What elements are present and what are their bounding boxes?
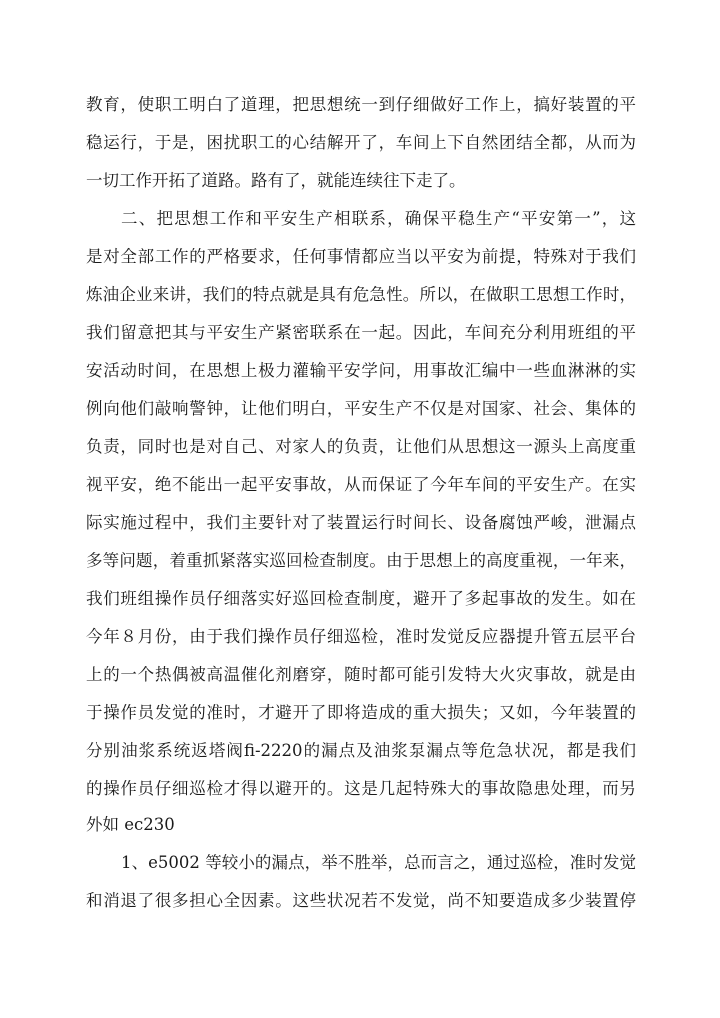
paragraph-2-line-1: 二、把思想工作和平安生产相联系，确保平稳生产“平安第一”，这 [121,209,636,228]
paragraph-line [0,774,720,804]
paragraph-2-line-7: 负责，同时也是对自己、对家人的负责，让他们从思想这一源头上高度重 [86,437,636,456]
paragraph-line [0,280,720,310]
paragraph-line [0,622,720,652]
paragraph-2-line-10: 多等问题，着重抓紧落实巡回检查制度。由于思想上的高度重视，一年来， [86,551,636,570]
paragraph-3-line-1: 1、e5002 等较小的漏点，举不胜举，总而言之，通过巡检，准时发觉 [121,853,636,872]
paragraph-2-line-11: 我们班组操作员仔细落实好巡回检查制度，避开了多起事故的发生。如在 [86,589,636,608]
paragraph-line [0,584,720,614]
paragraph-line [0,204,720,234]
paragraph-2-line-12: 今年８月份，由于我们操作员仔细巡检，准时发觉反应器提升管五层平台 [86,627,636,646]
paragraph-2-line-4: 我们留意把其与平安生产紧密联系在一起。因此，车间充分利用班组的平 [86,323,636,342]
paragraph-2-line-13: 上的一个热偶被高温催化剂磨穿，随时都可能引发特大火灾事故，就是由 [86,665,636,684]
paragraph-line [0,810,720,840]
paragraph-line [0,90,720,120]
paragraph-line [0,660,720,690]
paragraph-2-line-2: 是对全部工作的严格要求，任何事情都应当以平安为前提，特殊对于我们 [86,247,636,266]
paragraph-line [0,242,720,272]
paragraph-line [0,508,720,538]
paragraph-3-line-2: 和消退了很多担心全因素。这些状况若不发觉，尚不知要造成多少装置停 [86,891,636,910]
paragraph-line [0,886,720,916]
paragraph-2-line-5: 安活动时间，在思想上极力灌输平安学问，用事故汇编中一些血淋淋的实 [86,361,636,380]
paragraph-line [0,698,720,728]
paragraph-line [0,848,720,878]
paragraph-2-line-9: 际实施过程中，我们主要针对了装置运行时间长、设备腐蚀严峻，泄漏点 [86,513,636,532]
paragraph-line [0,546,720,576]
paragraph-line [0,128,720,158]
paragraph-line [0,318,720,348]
paragraph-2-line-8: 视平安，绝不能出一起平安事故，从而保证了今年车间的平安生产。在实 [86,475,636,494]
paragraph-line [0,356,720,386]
paragraph-2-line-15: 分别油浆系统返塔阀fi-2220的漏点及油浆泵漏点等危急状况，都是我们 [86,741,636,760]
paragraph-2-line-6: 例向他们敲响警钟，让他们明白，平安生产不仅是对国家、社会、集体的 [86,399,636,418]
paragraph-2-line-14: 于操作员发觉的准时，才避开了即将造成的重大损失；又如，今年装置的 [86,703,636,722]
paragraph-1-line-3: 一切工作开拓了道路。路有了，就能连续往下走了。 [86,171,466,190]
paragraph-line [0,736,720,766]
paragraph-1-line-1: 教育，使职工明白了道理，把思想统一到仔细做好工作上，搞好装置的平 [86,95,636,114]
paragraph-line [0,470,720,500]
paragraph-2-line-16: 的操作员仔细巡检才得以避开的。这是几起特殊大的事故隐患处理，而另 [86,779,636,798]
paragraph-2-line-17: 外如 ec230 [86,815,175,834]
paragraph-2-line-3: 炼油企业来讲，我们的特点就是具有危急性。所以，在做职工思想工作时， [86,285,636,304]
paragraph-line [0,166,720,196]
paragraph-line [0,432,720,462]
paragraph-1-line-2: 稳运行，于是，困扰职工的心结解开了，车间上下自然团结全都，从而为 [86,133,636,152]
paragraph-line [0,394,720,424]
